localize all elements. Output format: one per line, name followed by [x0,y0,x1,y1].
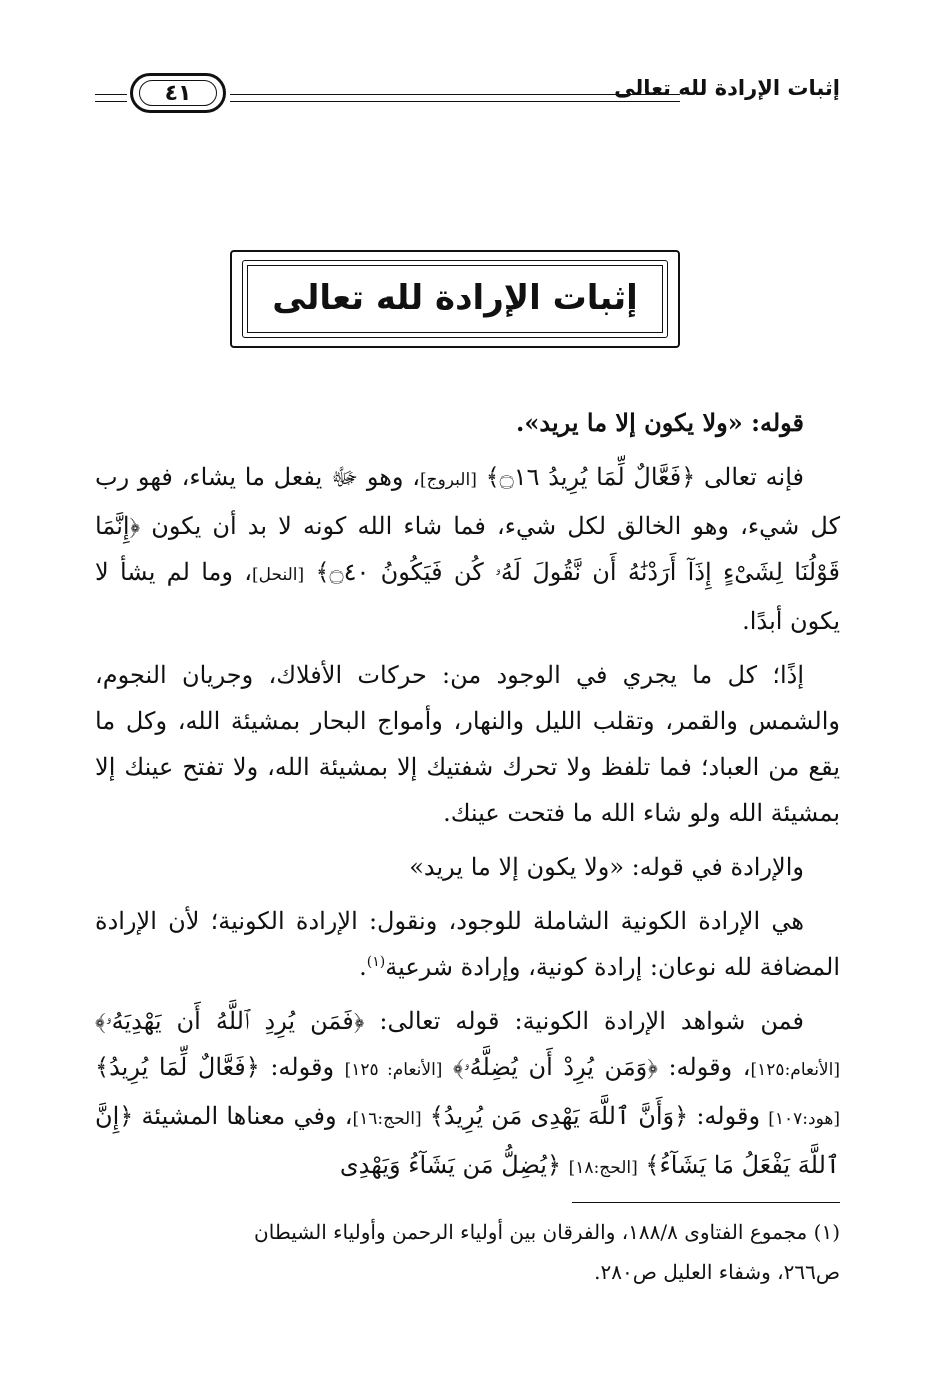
body-text [95,400,840,1199]
surah-reference: [البروج] [419,470,477,490]
text-run: ، وفي معناها المشيئة ﴿إِنَّ ٱللَّهَ يَفْعَلُ مَا يَشَآءُ﴾ [95,1102,840,1179]
surah-reference: [الأنعام:١٢٥] [750,1060,840,1080]
text-run: . [359,953,367,981]
paragraph-quote [95,400,840,446]
text-run: ، وهو ﷻ يفعل ما يشاء، فهو رب كل شيء، وهو الخالق لكل شيء، فما شاء الله كونه لا بد أن يكون ﴿إِنَّمَا قَوْلُنَا لِشَىْءٍ إِذَآ أَرَدْنَٰهُ أَن نَّقُولَ لَهُۥ كُن فَيَكُونُ ۝٤٠﴾ [95,463,840,586]
footnote-marker[interactable]: (١) [366,954,386,970]
text-run: ﴿يُضِلُّ مَن يَشَآءُ وَيَهْدِى [339,1151,569,1179]
paragraph-3 [95,652,840,836]
text-run: إذًا؛ كل ما يجري في الوجود من: حركات الأفلاك، وجريان النجوم، والشمس والقمر، وتقلب الليل والنهار، وأمواج البحار بمشيئة الله، وكل ما يقع من العباد؛ فما تلفظ ولا تحرك شفتيك إلا بمشيئة الله، ولا تفتح عينك إلا بمشيئة الله ولو شاء الله ما فتحت عينك. [95,661,840,827]
chapter-title: إثبات الإرادة لله تعالى [272,278,638,318]
running-header-title: إثبات الإرادة لله تعالى [614,76,840,100]
text-run: ، وما لم يشأ لا يكون أبدًا. [95,558,840,635]
surah-reference: [النحل] [252,565,305,585]
quote-text: قوله: «ولا يكون إلا ما يريد». [516,408,804,437]
text-run: ، وقوله: ﴿وَمَن يُرِدْ أَن يُضِلَّهُۥ﴾ [453,1053,751,1081]
text-run: والإرادة في قوله: «ولا يكون إلا ما يريد» [409,853,804,881]
paragraph-4 [95,844,840,890]
page-number: ٤١ [164,80,192,106]
text-run: وقوله: ﴿وَأَنَّ ٱللَّهَ يَهْدِى مَن يُرِيدُ﴾ [429,1102,769,1130]
paragraph-5 [95,898,840,990]
text-run: هي الإرادة الكونية الشاملة للوجود، ونقول: الإرادة الكونية؛ لأن الإرادة المضافة لله نوعان: إرادة كونية، وإرادة شرعية [95,907,840,981]
surah-reference: [الأنعام: ١٢٥] [344,1060,443,1080]
paragraph-2 [95,454,840,644]
header-rule [230,94,680,102]
surah-reference: [الحج:١٨] [568,1158,638,1178]
text-run: وقوله: ﴿فَعَّالٌ لِّمَا يُرِيدُ﴾ [95,1053,345,1081]
footnotes [95,1212,840,1292]
running-header [95,70,840,120]
page-number-badge [130,73,226,113]
footnote-separator [572,1202,840,1203]
surah-reference: [هود:١٠٧] [768,1109,840,1129]
footnote-line: ص٢٦٦، وشفاء العليل ص٢٨٠. [594,1260,840,1284]
text-run: فإنه تعالى ﴿فَعَّالٌ لِّمَا يُرِيدُ ۝١٦﴾ [485,463,804,491]
text-run: فمن شواهد الإرادة الكونية: قوله تعالى: ﴿فَمَن يُرِدِ ٱللَّهُ أَن يَهْدِيَهُۥ﴾ [95,1007,804,1035]
chapter-title-frame [230,250,680,348]
header-dash [95,94,127,102]
surah-reference: [الحج:١٦] [352,1109,422,1129]
footnote-line: (١) مجموع الفتاوى ١٨٨/٨، والفرقان بين أولياء الرحمن وأولياء الشيطان [254,1220,840,1244]
paragraph-6 [95,998,840,1191]
